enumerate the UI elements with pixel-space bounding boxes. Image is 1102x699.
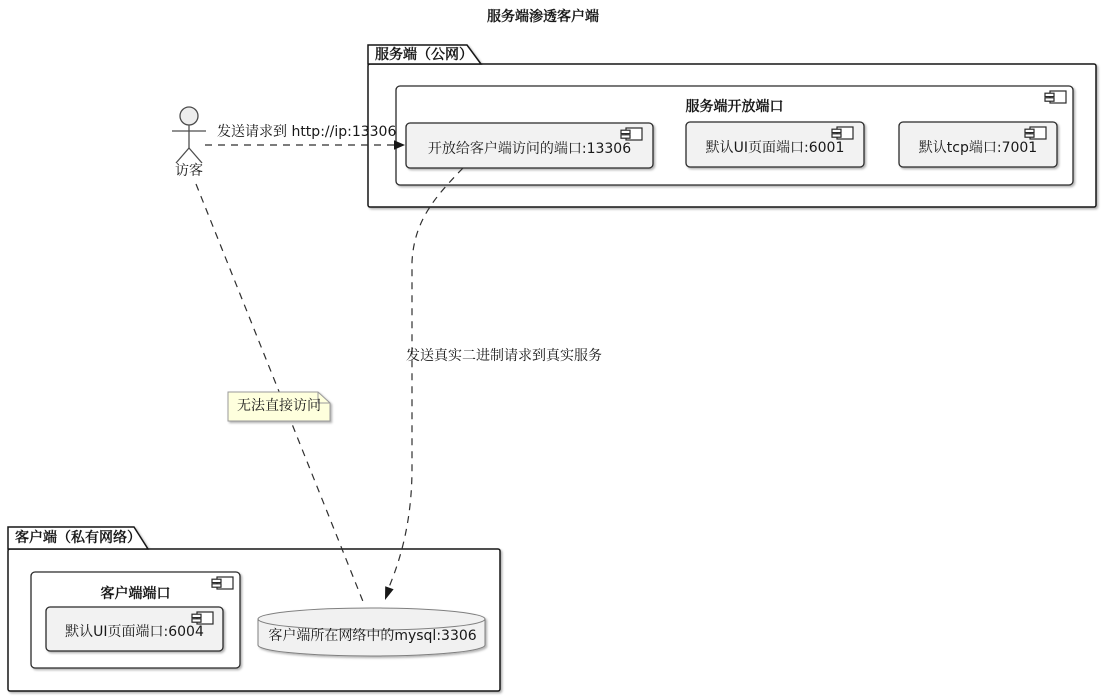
- visitor-request-edge-label: 发送请求到 http://ip:13306: [217, 124, 397, 140]
- binary-forward-curve: [385, 168, 463, 600]
- actor-figure: [172, 107, 206, 163]
- component-ui-port-6001-label: 默认UI页面端口:6001: [705, 139, 845, 156]
- component-ui-port-6004-label: 默认UI页面端口:6004: [65, 624, 204, 640]
- database-label: 客户端所在网络中的mysql:3306: [268, 628, 477, 644]
- client-package-label: 客户端（私有网络）: [15, 530, 141, 546]
- blocked-note-label: 无法直接访问: [237, 398, 321, 414]
- actor-label: 访客: [175, 163, 203, 179]
- component-port-13306-label: 开放给客户端访问的端口:13306: [427, 140, 632, 157]
- client-ports-frame-title: 客户端端口: [100, 586, 171, 602]
- server-ports-frame-title: 服务端开放端口: [685, 99, 784, 115]
- component-tcp-port-7001-label: 默认tcp端口:7001: [918, 139, 1038, 156]
- diagram-title: 服务端渗透客户端: [487, 9, 599, 25]
- server-package-label: 服务端（公网）: [375, 47, 473, 63]
- binary-forward-edge-label: 发送真实二进制请求到真实服务: [406, 348, 602, 364]
